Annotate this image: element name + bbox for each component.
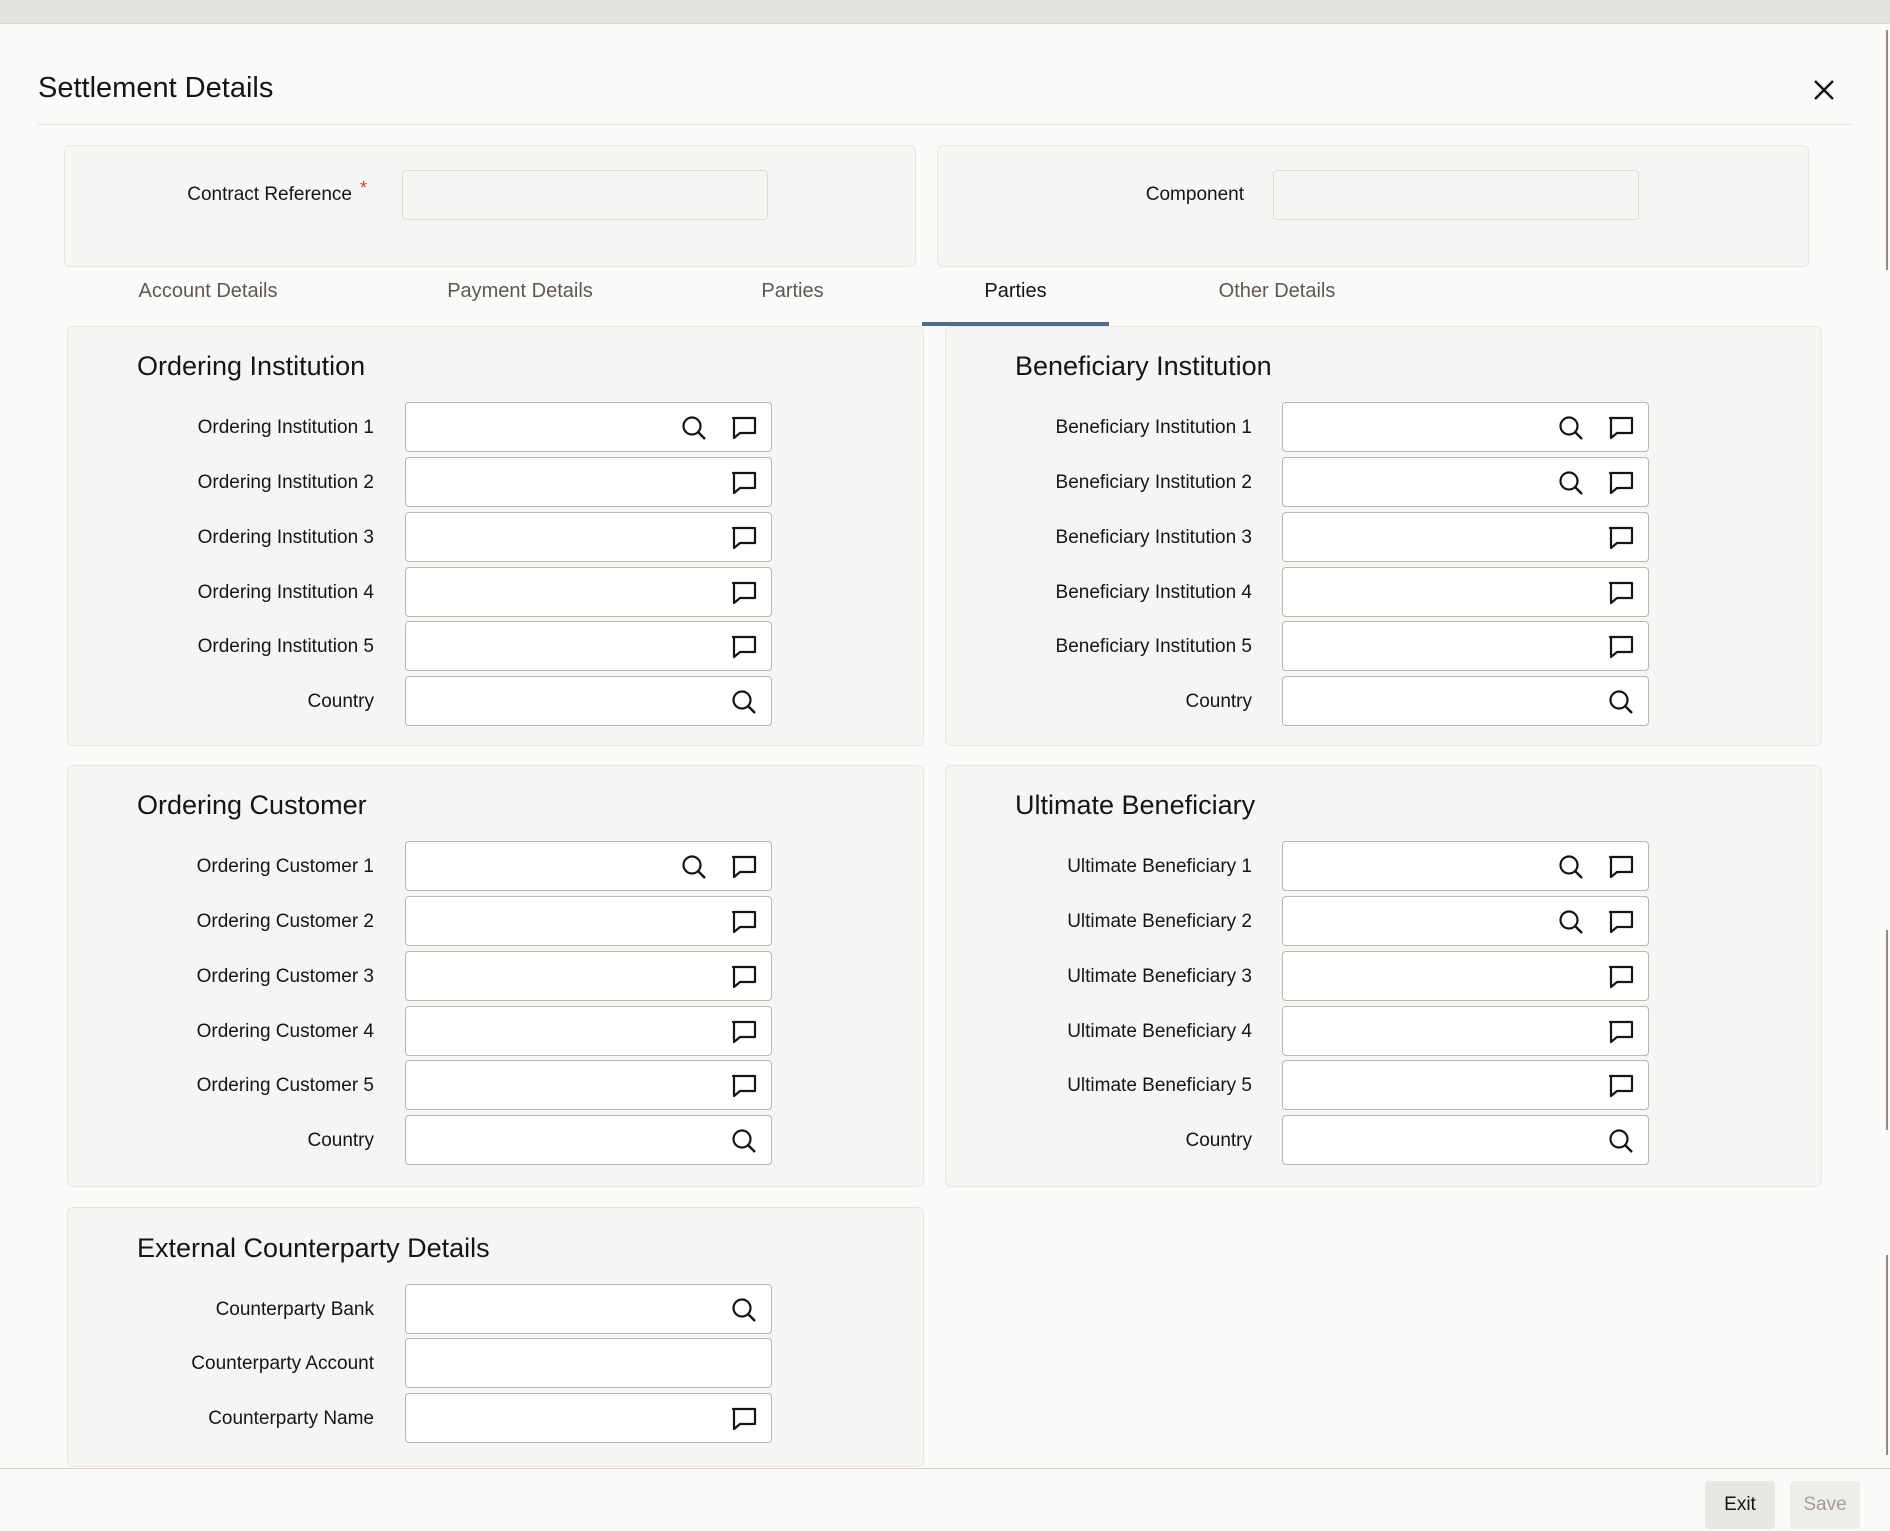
comment-icon [730, 964, 758, 990]
counterparty-bank-input[interactable] [406, 1285, 771, 1333]
ordering-institution-2-label: Ordering Institution 2 [197, 472, 374, 493]
comment-button[interactable] [730, 908, 758, 936]
counterparty-account-input[interactable] [406, 1339, 771, 1387]
comment-icon [730, 1019, 758, 1045]
dialog-title: Settlement Details [38, 72, 274, 104]
counterparty-bank-label: Counterparty Bank [215, 1299, 374, 1320]
comment-icon [1607, 964, 1635, 990]
beneficiary-institution-2-field[interactable] [1282, 457, 1649, 507]
ultimate-beneficiary-5-input[interactable] [1283, 1061, 1648, 1109]
beneficiary-institution-country-label: Country [1185, 691, 1252, 712]
comment-button[interactable] [730, 963, 758, 991]
search-icon [681, 854, 707, 880]
component-label: Component [1145, 184, 1244, 205]
ordering-customer-1-field[interactable] [405, 841, 772, 891]
ordering-customer-country-field[interactable] [405, 1115, 772, 1165]
title-divider [38, 124, 1852, 125]
ultimate-beneficiary-title: Ultimate Beneficiary [1015, 790, 1256, 820]
comment-button[interactable] [1607, 1072, 1635, 1100]
tab-parties-1[interactable]: Parties [761, 280, 824, 302]
search-icon [1558, 854, 1584, 880]
comment-button[interactable] [730, 524, 758, 552]
window-top-strip [0, 0, 1890, 24]
comment-icon [1607, 525, 1635, 551]
comment-icon [1607, 854, 1635, 880]
ordering-institution-2-input[interactable] [406, 458, 771, 506]
tab-payment-details[interactable]: Payment Details [447, 280, 593, 302]
comment-button[interactable] [1607, 414, 1635, 442]
ordering-customer-5-input[interactable] [406, 1061, 771, 1109]
comment-button[interactable] [730, 579, 758, 607]
close-icon [1813, 79, 1835, 101]
ultimate-beneficiary-country-field[interactable] [1282, 1115, 1649, 1165]
beneficiary-institution-3-field[interactable] [1282, 512, 1649, 562]
contract-reference-label: Contract Reference [187, 184, 352, 205]
save-button[interactable]: Save [1790, 1481, 1860, 1529]
comment-icon [1607, 1019, 1635, 1045]
scrollbar-indicator[interactable] [1886, 930, 1888, 1130]
search-button[interactable] [1607, 688, 1635, 716]
comment-icon [730, 470, 758, 496]
ordering-customer-1-label: Ordering Customer 1 [196, 856, 374, 877]
ordering-customer-2-field[interactable] [405, 896, 772, 946]
counterparty-bank-field[interactable] [405, 1284, 772, 1334]
counterparty-account-label: Counterparty Account [191, 1353, 374, 1374]
counterparty-name-input[interactable] [406, 1394, 771, 1442]
comment-icon [730, 634, 758, 660]
beneficiary-institution-5-input[interactable] [1283, 622, 1648, 670]
component-field[interactable] [1273, 170, 1639, 220]
comment-icon [730, 525, 758, 551]
comment-button[interactable] [1607, 579, 1635, 607]
comment-icon [1607, 909, 1635, 935]
ordering-institution-3-field[interactable] [405, 512, 772, 562]
beneficiary-institution-5-field[interactable] [1282, 621, 1649, 671]
scrollbar-indicator[interactable] [1886, 1255, 1888, 1455]
ultimate-beneficiary-5-label: Ultimate Beneficiary 5 [1067, 1075, 1252, 1096]
ultimate-beneficiary-2-input[interactable] [1283, 897, 1648, 945]
comment-button[interactable] [730, 1072, 758, 1100]
ordering-customer-4-field[interactable] [405, 1006, 772, 1056]
tab-parties-2[interactable]: Parties [922, 280, 1109, 326]
contract-reference-input[interactable] [403, 171, 767, 219]
ordering-institution-title: Ordering Institution [137, 351, 366, 381]
beneficiary-institution-title: Beneficiary Institution [1015, 351, 1272, 381]
comment-icon [1607, 580, 1635, 606]
comment-icon [730, 415, 758, 441]
comment-button[interactable] [730, 414, 758, 442]
tab-bar [0, 280, 1890, 326]
ordering-institution-2-field[interactable] [405, 457, 772, 507]
search-button[interactable] [680, 853, 708, 881]
comment-button[interactable] [730, 469, 758, 497]
ultimate-beneficiary-3-label: Ultimate Beneficiary 3 [1067, 966, 1252, 987]
counterparty-name-field[interactable] [405, 1393, 772, 1443]
ordering-institution-5-field[interactable] [405, 621, 772, 671]
comment-icon [730, 909, 758, 935]
ordering-customer-3-input[interactable] [406, 952, 771, 1000]
search-button[interactable] [1557, 908, 1585, 936]
comment-icon [1607, 634, 1635, 660]
search-button[interactable] [730, 688, 758, 716]
ultimate-beneficiary-3-input[interactable] [1283, 952, 1648, 1000]
comment-button[interactable] [1607, 908, 1635, 936]
search-icon [1608, 1128, 1634, 1154]
ordering-customer-5-label: Ordering Customer 5 [196, 1075, 374, 1096]
comment-icon [1607, 1073, 1635, 1099]
ordering-institution-4-input[interactable] [406, 568, 771, 616]
ordering-institution-3-label: Ordering Institution 3 [197, 527, 374, 548]
ordering-customer-4-label: Ordering Customer 4 [196, 1021, 374, 1042]
comment-button[interactable] [730, 633, 758, 661]
search-icon [731, 689, 757, 715]
search-icon [1558, 909, 1584, 935]
ultimate-beneficiary-3-field[interactable] [1282, 951, 1649, 1001]
beneficiary-institution-1-label: Beneficiary Institution 1 [1055, 417, 1252, 438]
ordering-customer-4-input[interactable] [406, 1007, 771, 1055]
tab-account-details[interactable]: Account Details [138, 280, 278, 302]
comment-icon [1607, 470, 1635, 496]
comment-button[interactable] [1607, 963, 1635, 991]
search-icon [1558, 415, 1584, 441]
comment-button[interactable] [730, 1405, 758, 1433]
required-marker: * [360, 178, 368, 198]
ultimate-beneficiary-1-label: Ultimate Beneficiary 1 [1067, 856, 1252, 877]
comment-icon [730, 854, 758, 880]
search-button[interactable] [730, 1127, 758, 1155]
comment-icon [730, 1073, 758, 1099]
tab-other-details[interactable]: Other Details [1218, 280, 1336, 302]
ordering-customer-country-input[interactable] [406, 1116, 771, 1164]
search-button[interactable] [1607, 1127, 1635, 1155]
ordering-customer-3-label: Ordering Customer 3 [196, 966, 374, 987]
ordering-institution-country-field[interactable] [405, 676, 772, 726]
exit-button[interactable]: Exit [1705, 1481, 1775, 1529]
counterparty-name-label: Counterparty Name [208, 1408, 374, 1429]
beneficiary-institution-3-label: Beneficiary Institution 3 [1055, 527, 1252, 548]
ordering-customer-title: Ordering Customer [137, 790, 367, 820]
ordering-customer-3-field[interactable] [405, 951, 772, 1001]
ultimate-beneficiary-1-input[interactable] [1283, 842, 1648, 890]
close-button[interactable] [1808, 74, 1840, 106]
ultimate-beneficiary-2-label: Ultimate Beneficiary 2 [1067, 911, 1252, 932]
counterparty-account-field[interactable] [405, 1338, 772, 1388]
search-button[interactable] [1557, 469, 1585, 497]
search-icon [1558, 470, 1584, 496]
ultimate-beneficiary-4-field[interactable] [1282, 1006, 1649, 1056]
ordering-institution-country-input[interactable] [406, 677, 771, 725]
search-button[interactable] [730, 1296, 758, 1324]
ultimate-beneficiary-country-label: Country [1185, 1130, 1252, 1151]
ordering-institution-5-input[interactable] [406, 622, 771, 670]
ordering-customer-2-label: Ordering Customer 2 [196, 911, 374, 932]
beneficiary-institution-3-input[interactable] [1283, 513, 1648, 561]
ultimate-beneficiary-5-field[interactable] [1282, 1060, 1649, 1110]
search-icon [731, 1297, 757, 1323]
comment-icon [730, 580, 758, 606]
comment-icon [730, 1406, 758, 1432]
ordering-institution-1-input[interactable] [406, 403, 771, 451]
beneficiary-institution-country-field[interactable] [1282, 676, 1649, 726]
ordering-institution-5-label: Ordering Institution 5 [197, 636, 374, 657]
ultimate-beneficiary-2-field[interactable] [1282, 896, 1649, 946]
ultimate-beneficiary-4-label: Ultimate Beneficiary 4 [1067, 1021, 1252, 1042]
beneficiary-institution-4-input[interactable] [1283, 568, 1648, 616]
component-input[interactable] [1274, 171, 1638, 219]
comment-button[interactable] [1607, 469, 1635, 497]
ordering-institution-4-label: Ordering Institution 4 [197, 582, 374, 603]
beneficiary-institution-2-input[interactable] [1283, 458, 1648, 506]
comment-button[interactable] [730, 853, 758, 881]
search-icon [731, 1128, 757, 1154]
comment-button[interactable] [730, 1018, 758, 1046]
comment-button[interactable] [1607, 1018, 1635, 1046]
footer-divider [0, 1468, 1890, 1469]
contract-reference-field[interactable] [402, 170, 768, 220]
comment-button[interactable] [1607, 633, 1635, 661]
ordering-customer-1-input[interactable] [406, 842, 771, 890]
search-icon [681, 415, 707, 441]
beneficiary-institution-1-input[interactable] [1283, 403, 1648, 451]
external-counterparty-title: External Counterparty Details [137, 1233, 490, 1263]
comment-button[interactable] [1607, 524, 1635, 552]
ordering-institution-1-field[interactable] [405, 402, 772, 452]
ordering-institution-1-label: Ordering Institution 1 [197, 417, 374, 438]
ultimate-beneficiary-4-input[interactable] [1283, 1007, 1648, 1055]
beneficiary-institution-5-label: Beneficiary Institution 5 [1055, 636, 1252, 657]
comment-button[interactable] [1607, 853, 1635, 881]
ultimate-beneficiary-1-field[interactable] [1282, 841, 1649, 891]
ordering-customer-5-field[interactable] [405, 1060, 772, 1110]
beneficiary-institution-country-input[interactable] [1283, 677, 1648, 725]
ordering-institution-3-input[interactable] [406, 513, 771, 561]
ordering-institution-4-field[interactable] [405, 567, 772, 617]
ordering-institution-country-label: Country [307, 691, 374, 712]
scrollbar-indicator[interactable] [1886, 30, 1888, 270]
search-icon [1608, 689, 1634, 715]
comment-icon [1607, 415, 1635, 441]
search-button[interactable] [680, 414, 708, 442]
beneficiary-institution-1-field[interactable] [1282, 402, 1649, 452]
beneficiary-institution-4-field[interactable] [1282, 567, 1649, 617]
beneficiary-institution-2-label: Beneficiary Institution 2 [1055, 472, 1252, 493]
ultimate-beneficiary-country-input[interactable] [1283, 1116, 1648, 1164]
ordering-customer-2-input[interactable] [406, 897, 771, 945]
search-button[interactable] [1557, 414, 1585, 442]
search-button[interactable] [1557, 853, 1585, 881]
ordering-customer-country-label: Country [307, 1130, 374, 1151]
beneficiary-institution-4-label: Beneficiary Institution 4 [1055, 582, 1252, 603]
